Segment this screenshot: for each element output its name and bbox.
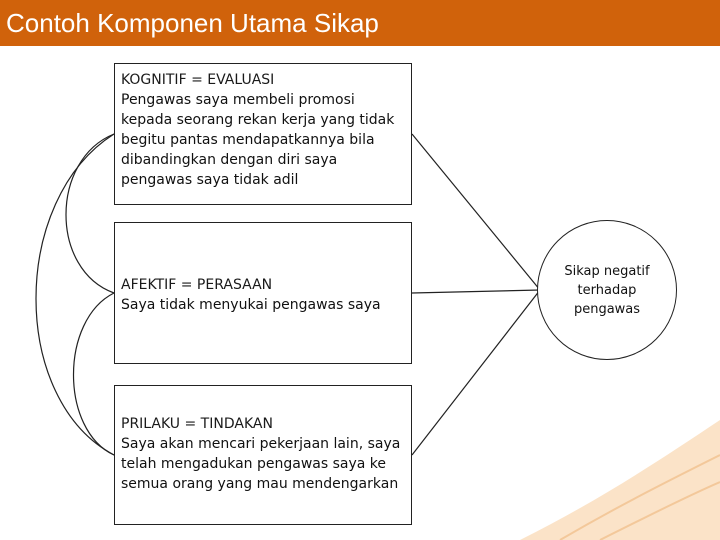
box-prilaku: [114, 385, 412, 525]
line-kognitif-outcome: [412, 134, 540, 290]
line-prilaku-outcome: [412, 290, 540, 455]
afektif-body: Saya tidak menyukai pengawas saya: [121, 297, 381, 313]
curve-kognitif-prilaku: [36, 134, 114, 455]
kognitif-heading: KOGNITIF = EVALUASI: [121, 72, 275, 88]
prilaku-heading: PRILAKU = TINDAKAN: [121, 416, 273, 432]
curve-kognitif-afektif: [66, 134, 114, 293]
outcome-label: Sikap negatif terhadap pengawas: [564, 263, 650, 317]
curve-afektif-prilaku: [74, 293, 115, 455]
outcome-circle: [537, 220, 677, 360]
kognitif-body: Pengawas saya membeli promosi kepada seorang rekan kerja yang tidak begitu pantas mendapatkannya bila dibandingkan dengan diri saya pengawas saya tidak adil: [121, 92, 395, 188]
line-afektif-outcome: [412, 290, 540, 293]
prilaku-body: Saya akan mencari pekerjaan lain, saya telah mengadukan pengawas saya ke semua orang yang mau mendengarkan: [121, 436, 401, 492]
afektif-heading: AFEKTIF = PERASAAN: [121, 277, 273, 293]
box-kognitif: [114, 63, 412, 205]
slide-title: Contoh Komponen Utama Sikap: [6, 8, 379, 38]
box-afektif: [114, 222, 412, 364]
